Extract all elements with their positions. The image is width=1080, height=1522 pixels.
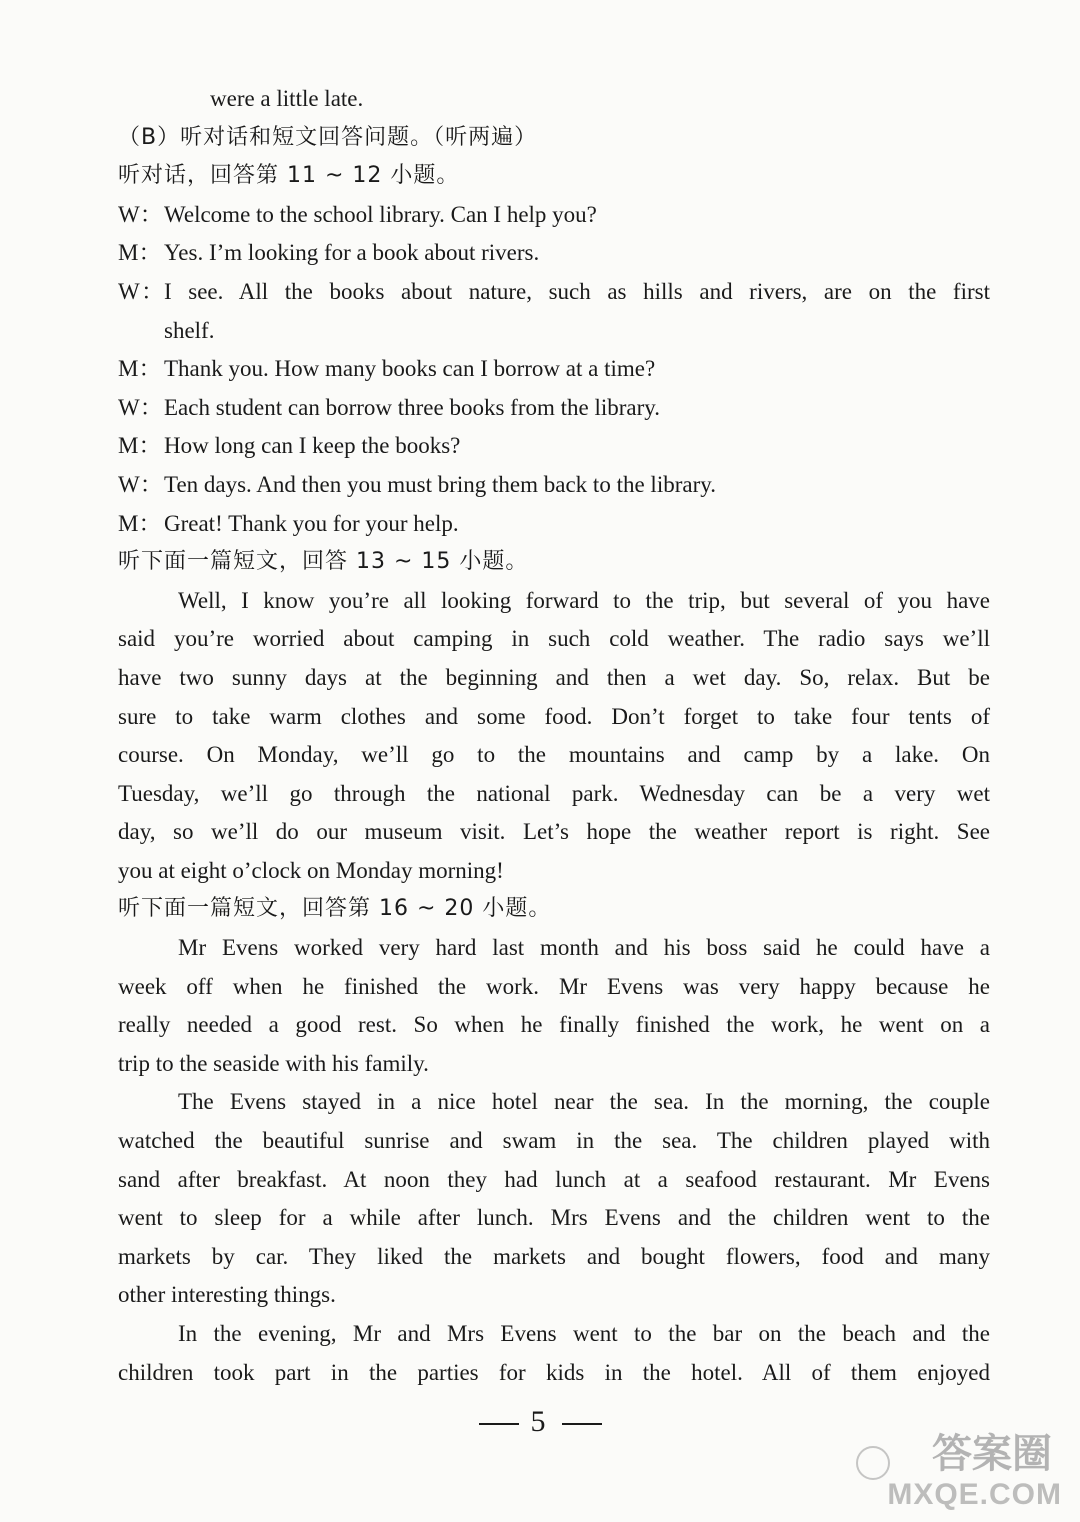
text-line: week off when he finished the work. Mr Evens was very happy because he (118, 973, 990, 999)
text-line: really needed a good rest. So when he finally finished the work, he went on a (118, 1012, 990, 1038)
dialogue-text: Thank you. How many books can I borrow at a time? (164, 356, 656, 382)
page-number-value: 5 (530, 1405, 550, 1438)
speaker-label: W： (118, 278, 164, 304)
text-line: have two sunny days at the beginning and then a wet day. So, relax. But be (118, 664, 990, 690)
dialogue-text: I see. All the books about nature, such as hills and rivers, are on the first (164, 278, 990, 304)
text-line: Mr Evens worked very hard last month and his boss said he could have a (178, 935, 990, 961)
speaker-label: W： (118, 471, 163, 497)
text-line: shelf. (164, 317, 215, 343)
dialogue-text: How long can I keep the books? (164, 433, 461, 459)
speaker-label: W： (118, 394, 163, 420)
text-line: course. On Monday, we’ll go to the mountains and camp by a lake. On (118, 742, 990, 768)
dialogue-text: Great! Thank you for your help. (164, 510, 459, 536)
listening-script-text (118, 80, 990, 1392)
dialogue-text: Welcome to the school library. Can I help you? (164, 201, 597, 227)
speaker-label: M： (118, 510, 162, 536)
dialogue-text: Each student can borrow three books from the library. (164, 394, 661, 420)
section-heading: （B）听对话和短文回答问题。（听两遍） (118, 124, 538, 150)
text-line: The Evens stayed in a nice hotel near the sea. In the morning, the couple (178, 1089, 990, 1115)
section-heading: 听下面一篇短文，回答 13 ~ 15 小题。 (118, 549, 529, 575)
dialogue-text: Yes. I’m looking for a book about rivers. (164, 240, 540, 266)
text-line: sure to take warm clothes and some food. Don’t forget to take four tents of (118, 703, 990, 729)
text-line: children took part in the parties for kids in the hotel. All of them enjoyed (118, 1359, 990, 1385)
text-line: sand after breakfast. At noon they had lunch at a seafood restaurant. Mr Evens (118, 1166, 990, 1192)
text-line: said you’re worried about camping in such cold weather. The radio says we’ll (118, 626, 990, 652)
section-heading: 听对话，回答第 11 ~ 12 小题。 (118, 163, 460, 189)
dialogue-line (118, 427, 990, 466)
speaker-label: M： (118, 356, 162, 382)
text-line: you at eight o’clock on Monday morning! (118, 857, 504, 883)
text-line: Well, I know you’re all looking forward to the trip, but several of you have (178, 587, 990, 613)
page-number-right-dash (562, 1423, 602, 1425)
watermark (852, 1422, 1062, 1512)
text-line: markets by car. They liked the markets and bought flowers, food and many (118, 1243, 990, 1269)
text-line: went to sleep for a while after lunch. Mrs Evens and the children went to the (118, 1205, 990, 1231)
text-line: other interesting things. (118, 1282, 336, 1308)
dialogue-line (118, 234, 990, 273)
text-line: Tuesday, we’ll go through the national park. Wednesday can be a very wet (118, 780, 990, 806)
dialogue-text: Ten days. And then you must bring them back to the library. (164, 471, 716, 497)
page-number-left-dash (479, 1423, 519, 1425)
text-line: day, so we’ll do our museum visit. Let’s hope the weather report is right. See (118, 819, 990, 845)
dialogue-line (118, 350, 990, 389)
dialogue-line (118, 466, 990, 505)
speaker-label: M： (118, 433, 162, 459)
dialogue-line (118, 196, 990, 235)
speaker-label: W： (118, 201, 163, 227)
dialogue-line (118, 505, 990, 544)
watermark-logo: 答案圈 (932, 1431, 1052, 1477)
text-line: were a little late. (210, 86, 364, 111)
section-heading: 听下面一篇短文，回答第 16 ~ 20 小题。 (118, 896, 552, 922)
dialogue-line (118, 389, 990, 428)
watermark-circle-icon (856, 1446, 890, 1480)
watermark-site: MXQE.COM (887, 1478, 1062, 1511)
text-line: In the evening, Mr and Mrs Evens went to the bar on the beach and the (178, 1321, 990, 1346)
text-line: trip to the seaside with his family. (118, 1050, 429, 1076)
speaker-label: M： (118, 240, 162, 266)
dialogue-line (118, 273, 990, 312)
text-line: watched the beautiful sunrise and swam in the sea. The children played with (118, 1128, 990, 1154)
